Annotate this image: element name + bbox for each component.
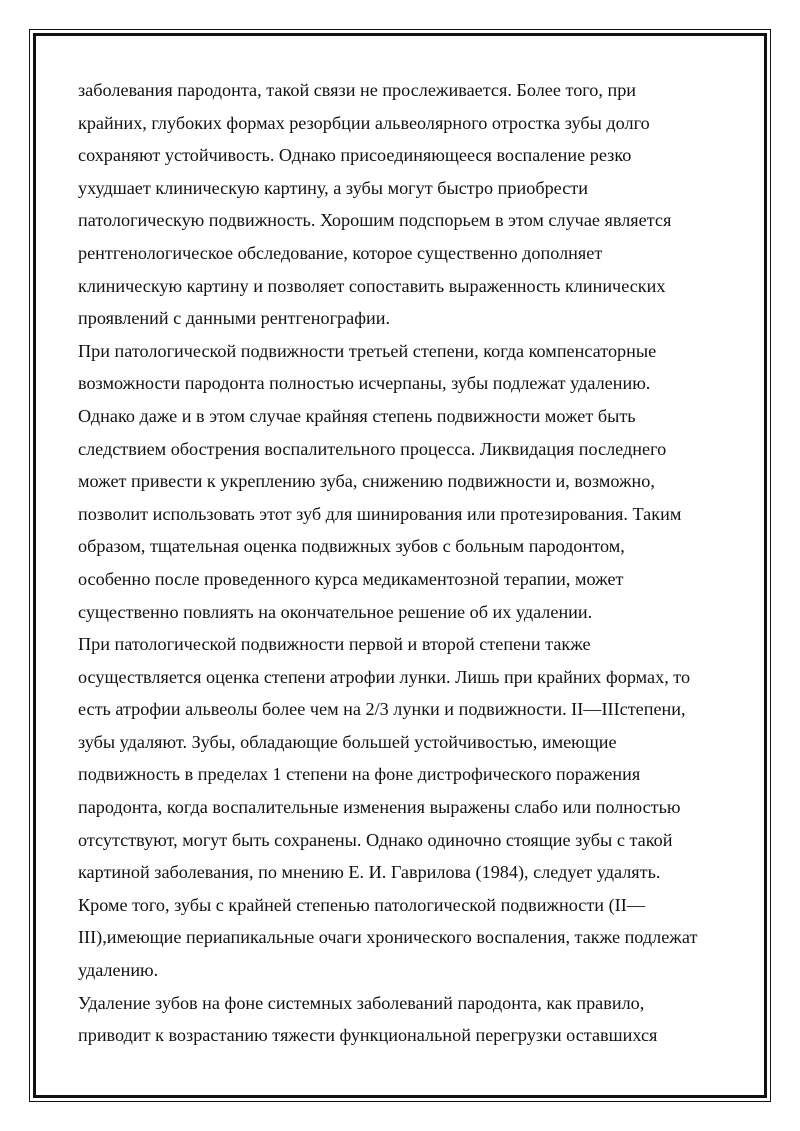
text-line: образом, тщательная оценка подвижных зубов с больным пародонтом, bbox=[78, 536, 625, 557]
text-line: III),имеющие периапикальные очаги хронического воспаления, также подлежат bbox=[78, 927, 698, 948]
text-line: рентгенологическое обследование, которое существенно дополняет bbox=[78, 242, 603, 263]
text-line: картиной заболевания, по мнению Е. И. Гаврилова (1984), следует удалять. bbox=[78, 862, 661, 883]
text-line: отсутствуют, могут быть сохранены. Однако одиночно стоящие зубы с такой bbox=[78, 829, 673, 850]
text-line: может привести к укреплению зуба, снижению подвижности и, возможно, bbox=[78, 471, 655, 492]
text-line: крайних, глубоких формах резорбции альвеолярного отростка зубы долго bbox=[78, 112, 650, 133]
text-line: есть атрофии альвеолы более чем на 2/3 лунки и подвижности. II—IIIстепени, bbox=[78, 699, 686, 720]
text-line: существенно повлиять на окончательное решение об их удалении. bbox=[78, 601, 593, 622]
text-line: приводит к возрастанию тяжести функциональной перегрузки оставшихся bbox=[78, 1025, 658, 1046]
text-line: патологическую подвижность. Хорошим подспорьем в этом случае является bbox=[78, 210, 672, 231]
document-body-text bbox=[78, 74, 758, 1052]
text-line: Кроме того, зубы с крайней степенью патологической подвижности (II— bbox=[78, 894, 645, 915]
text-line: заболевания пародонта, такой связи не прослеживается. Более того, при bbox=[78, 80, 637, 100]
text-line: удалению. bbox=[78, 960, 159, 981]
text-line: позволит использовать этот зуб для шинирования или протезирования. Таким bbox=[78, 503, 682, 524]
text-line: При патологической подвижности третьей степени, когда компенсаторные bbox=[78, 340, 657, 361]
text-line: сохраняют устойчивость. Однако присоединяющееся воспаление резко bbox=[78, 145, 632, 166]
text-line: подвижность в пределах 1 степени на фоне дистрофического поражения bbox=[78, 764, 641, 785]
text-line: проявлений с данными рентгенографии. bbox=[78, 308, 390, 329]
page-frame bbox=[33, 33, 767, 1098]
text-line: зубы удаляют. Зубы, обладающие большей устойчивостью, имеющие bbox=[78, 731, 617, 752]
text-line: возможности пародонта полностью исчерпаны, зубы подлежат удалению. bbox=[78, 373, 651, 394]
text-line: следствием обострения воспалительного процесса. Ликвидация последнего bbox=[78, 438, 667, 459]
text-line: ухудшает клиническую картину, а зубы могут быстро приобрести bbox=[78, 177, 588, 198]
text-line: При патологической подвижности первой и второй степени также bbox=[78, 634, 591, 655]
text-line: пародонта, когда воспалительные изменения выражены слабо или полностью bbox=[78, 797, 681, 818]
text-line: Удаление зубов на фоне системных заболеваний пародонта, как правило, bbox=[78, 992, 645, 1013]
text-line: клиническую картину и позволяет сопоставить выраженность клинических bbox=[78, 275, 666, 296]
text-line: осуществляется оценка степени атрофии лунки. Лишь при крайних формах, то bbox=[78, 666, 691, 687]
text-line: Однако даже и в этом случае крайняя степень подвижности может быть bbox=[78, 405, 636, 426]
text-line: особенно после проведенного курса медикаментозной терапии, может bbox=[78, 568, 624, 589]
